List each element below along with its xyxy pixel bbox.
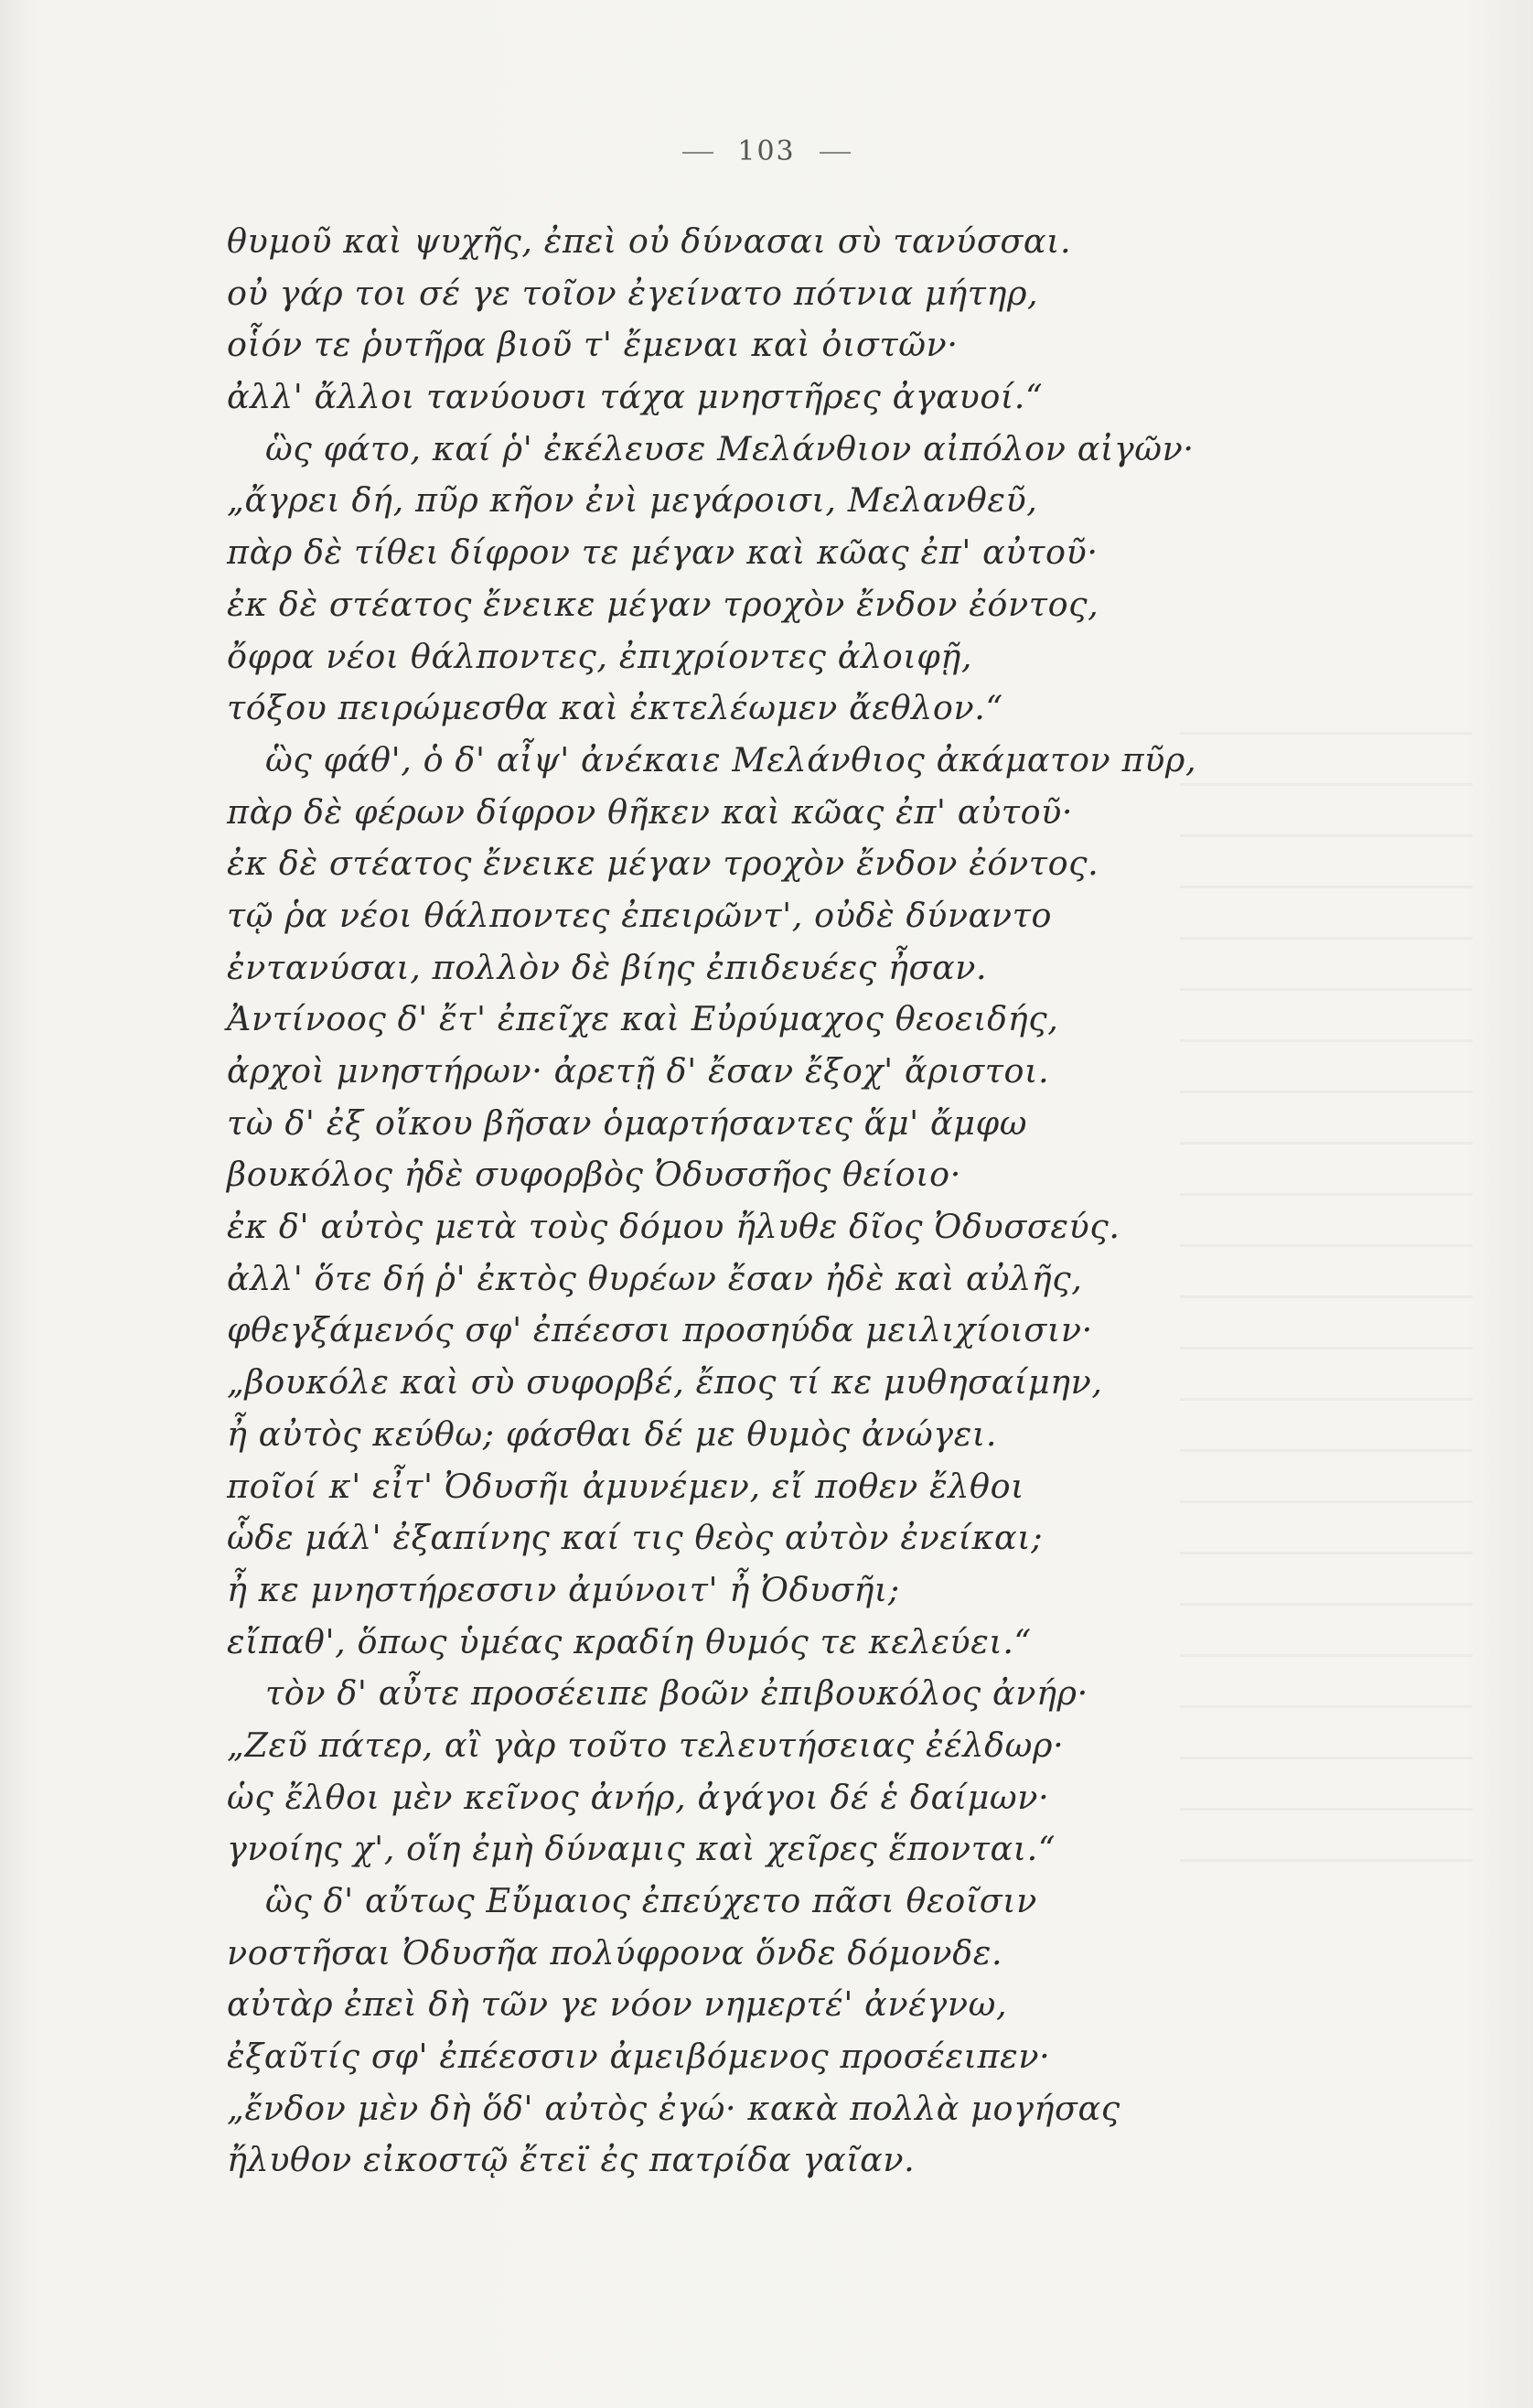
verse-line: τὸν δ' αὖτε προσέειπε βοῶν ἐπιβουκόλος ἀνήρ· [265,1673,1088,1714]
verse-line: τῷ ῥα νέοι θάλποντες ἐπειρῶντ', οὐδὲ δύναντο [227,895,1053,935]
verse-line: βουκόλος ἠδὲ συφορβὸς Ὀδυσσῆος θείοιο· [227,1155,961,1195]
verse-line: πὰρ δὲ φέρων δίφρον θῆκεν καὶ κῶας ἐπ' αὐτοῦ· [227,791,1074,832]
verse-line: Ἀντίνοος δ' ἔτ' ἐπεῖχε καὶ Εὐρύμαχος θεοειδής, [227,999,1059,1039]
verse-line: ἐκ δὲ στέατος ἔνεικε μέγαν τροχὸν ἔνδον ἐόντος, [227,584,1099,624]
verse-line: αὐτὰρ ἐπεὶ δὴ τῶν γε νόον νημερτέ' ἀνέγνω, [227,1984,1008,2025]
verse-line: εἴπαθ', ὅπως ὑμέας κραδίη θυμός τε κελεύει.“ [227,1621,1032,1661]
page-number: 103 [737,135,796,167]
verse-line: τὼ δ' ἐξ οἴκου βῆσαν ὁμαρτήσαντες ἅμ' ἄμφω [227,1102,1028,1143]
verse-line: γνοίης χ', οἵη ἐμὴ δύναμις καὶ χεῖρες ἕπονται.“ [227,1829,1056,1869]
verse-line: οὐ γάρ τοι σέ γε τοῖον ἐγείνατο πότνια μήτηρ, [227,273,1039,313]
page-number-header [0,135,1533,167]
verse-line: ἐξαῦτίς σφ' ἐπέεσσιν ἀμειβόμενος προσέειπεν· [227,2037,1051,2077]
verse-line: ὄφρα νέοι θάλποντες, ἐπιχρίοντες ἀλοιφῇ, [227,636,973,676]
verse-line: ἦ κε μνηστήρεσσιν ἀμύνοιτ' ἦ Ὀδυσῆι; [227,1569,900,1609]
verse-line: ὣς φάτο, καί ῥ' ἐκέλευσε Μελάνθιον αἰπόλον αἰγῶν· [265,428,1195,468]
verse-line: ποῖοί κ' εἶτ' Ὀδυσῆι ἀμυνέμεν, εἴ ποθεν ἔλθοι [227,1466,1025,1506]
verse-line: ἀλλ' ὅτε δή ῥ' ἐκτὸς θυρέων ἔσαν ἠδὲ καὶ αὐλῆς, [227,1258,1083,1298]
verse-line: πὰρ δὲ τίθει δίφρον τε μέγαν καὶ κῶας ἐπ' αὐτοῦ· [227,532,1099,573]
verse-line: „Ζεῦ πάτερ, αἲ γὰρ τοῦτο τελευτήσειας ἐέλδωρ· [227,1725,1065,1765]
verse-line: ἦ αὐτὸς κεύθω; φάσθαι δέ με θυμὸς ἀνώγει. [227,1414,998,1454]
right-dash [820,152,851,154]
verse-line: ἐκ δὲ στέατος ἔνεικε μέγαν τροχὸν ἔνδον ἐόντος. [227,844,1099,884]
verse-line: ὣς δ' αὔτως Εὔμαιος ἐπεύχετο πᾶσι θεοῖσιν [265,1881,1037,1920]
verse-line: ἤλυθον εἰκοστῷ ἔτεϊ ἐς πατρίδα γαῖαν. [227,2140,916,2180]
verse-line: οἷόν τε ῥυτῆρα βιοῦ τ' ἔμεναι καὶ ὀιστῶν· [227,325,959,365]
left-dash [682,152,713,154]
verse-text-block [227,216,1324,2187]
verse-line: ἀρχοὶ μνηστήρων· ἀρετῇ δ' ἔσαν ἔξοχ' ἄριστοι. [227,1051,1050,1091]
verse-line: φθεγξάμενός σφ' ἐπέεσσι προσηύδα μειλιχίοισιν· [227,1310,1093,1350]
verse-line: ἐκ δ' αὐτὸς μετὰ τοὺς δόμου ἤλυθε δῖος Ὀδυσσεύς. [227,1207,1120,1247]
verse-line: „ἔνδον μὲν δὴ ὅδ' αὐτὸς ἐγώ· κακὰ πολλὰ μογήσας [227,2088,1120,2128]
verse-line: ἀλλ' ἄλλοι τανύουσι τάχα μνηστῆρες ἀγαυοί.“ [227,377,1044,417]
verse-line: ἐντανύσαι, πολλὸν δὲ βίης ἐπιδευέες ἦσαν. [227,947,988,987]
verse-line: ὣς φάθ', ὁ δ' αἶψ' ἀνέκαιε Μελάνθιος ἀκάματον πῦρ, [265,739,1197,779]
verse-line: τόξου πειρώμεσθα καὶ ἐκτελέωμεν ἄεθλον.“ [227,688,1003,728]
verse-line: „βουκόλε καὶ σὺ συφορβέ, ἔπος τί κε μυθησαίμην, [227,1362,1103,1403]
verse-line: „ἄγρει δή, πῦρ κῆον ἐνὶ μεγάροισι, Μελανθεῦ, [227,480,1038,521]
verse-line: θυμοῦ καὶ ψυχῆς, ἐπεὶ οὐ δύνασαι σὺ τανύσσαι. [227,221,1072,261]
verse-line: ὧδε μάλ' ἐξαπίνης καί τις θεὸς αὐτὸν ἐνείκαι; [227,1518,1044,1558]
verse-line: ὡς ἔλθοι μὲν κεῖνος ἀνήρ, ἀγάγοι δέ ἑ δαίμων· [227,1777,1050,1817]
verse-line: νοστῆσαι Ὀδυσῆα πολύφρονα ὅνδε δόμονδε. [227,1932,1003,1973]
